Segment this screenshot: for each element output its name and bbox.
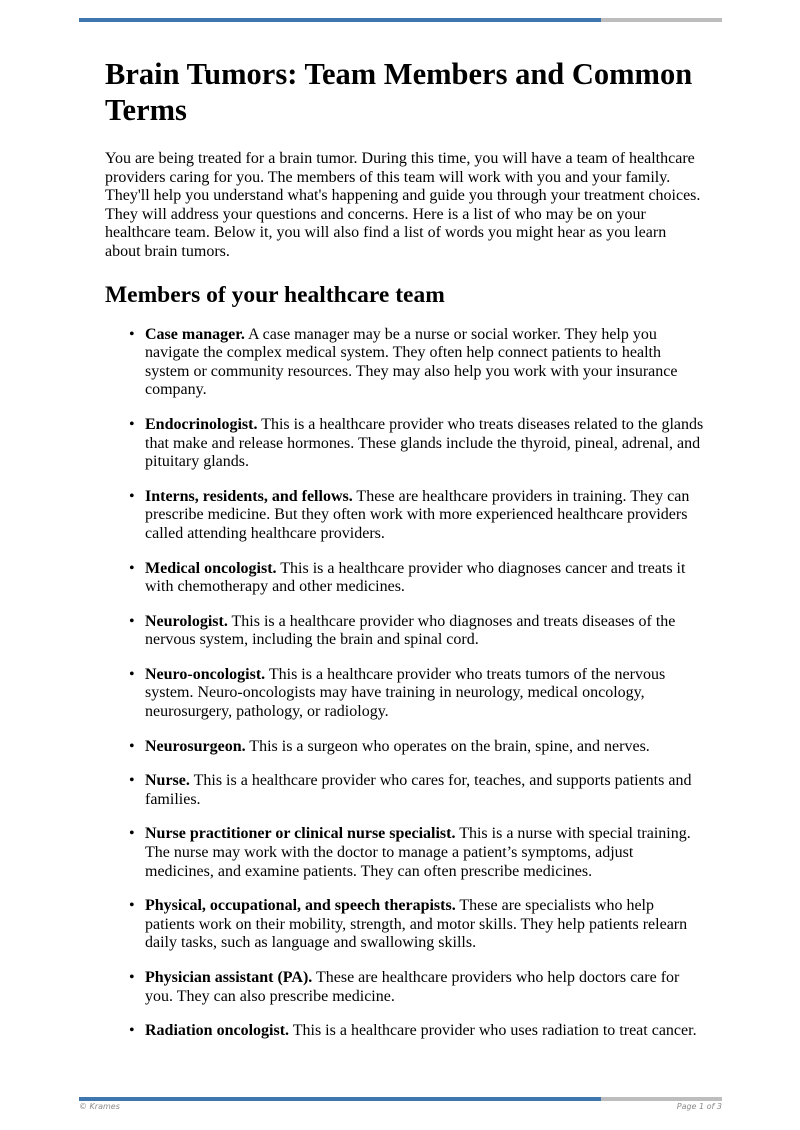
term-description: This is a healthcare provider who cares for, teaches, and supports patients and families. xyxy=(145,772,692,808)
list-item xyxy=(129,1022,705,1041)
term: Medical oncologist. xyxy=(145,559,277,577)
term: Neurologist. xyxy=(145,612,228,630)
document-body xyxy=(105,56,705,1057)
list-item xyxy=(129,737,705,757)
list-item xyxy=(129,415,705,472)
term-description: These are healthcare providers who help doctors care for you. They can also prescribe medicine. xyxy=(145,969,680,1005)
list-item xyxy=(129,612,705,650)
term: Neurosurgeon. xyxy=(145,737,246,755)
bullet-icon: • xyxy=(129,1022,135,1040)
list-item xyxy=(129,325,705,400)
list-item xyxy=(129,487,705,544)
bullet-icon: • xyxy=(129,612,135,630)
footer-rule-secondary xyxy=(601,1097,722,1101)
term: Physical, occupational, and speech therapists. xyxy=(145,897,456,915)
term: Nurse. xyxy=(145,772,190,790)
bullet-icon: • xyxy=(129,665,135,683)
term-description: This is a nurse with special training. The nurse may work with the doctor to manage a patient’s symptoms, adjust medicines, and examine patients. They can often prescribe medicines. xyxy=(145,825,691,880)
bullet-icon: • xyxy=(129,415,135,433)
bullet-icon: • xyxy=(129,897,135,915)
page-title: Brain Tumors: Team Members and Common Terms xyxy=(105,57,693,127)
header-rule xyxy=(79,18,722,22)
term-description: This is a healthcare provider who diagnoses cancer and treats it with chemotherapy and other medicines. xyxy=(145,559,686,596)
footer-rule-primary xyxy=(79,1097,601,1101)
page-indicator: Page 1 of 3 xyxy=(676,1102,722,1111)
term-description: This is a surgeon who operates on the brain, spine, and nerves. xyxy=(245,737,650,755)
list-item xyxy=(129,559,705,597)
term: Nurse practitioner or clinical nurse specialist. xyxy=(145,825,456,843)
section-heading: Members of your healthcare team xyxy=(105,281,445,308)
term-description: These are healthcare providers in training. They can prescribe medicine. But they often work with more experienced healthcare providers called attending healthcare providers. xyxy=(145,487,690,542)
footer-rule xyxy=(79,1097,722,1101)
bullet-icon: • xyxy=(129,737,135,755)
bullet-icon: • xyxy=(129,969,135,986)
list-item xyxy=(129,897,705,953)
term: Radiation oncologist. xyxy=(145,1022,290,1040)
intro-paragraph: You are being treated for a brain tumor. During this time, you will have a team of healthcare providers caring for you. The members of this team will work with you and your family. They'll help you understand what's happening and guide you through your treatment choices. They will address your questions and concerns. Here is a list of who may be on your healthcare team. Below it, you will also find a list of words you might hear as you learn about brain tumors. xyxy=(105,150,701,260)
header-rule-primary xyxy=(79,18,601,22)
term-description: This is a healthcare provider who treats tumors of the nervous system. Neuro-oncologists may have training in neurology, medical oncology, neurosurgery, pathology, or radiology. xyxy=(145,665,666,721)
team-members-list xyxy=(105,326,705,1041)
header-rule-secondary xyxy=(601,18,722,22)
bullet-icon: • xyxy=(129,772,135,790)
term-description: These are specialists who help patients work on their mobility, strength, and motor skills. They help patients relearn daily tasks, such as language and swallowing skills. xyxy=(145,897,688,952)
list-item xyxy=(129,772,705,809)
term: Endocrinologist. xyxy=(145,415,258,433)
bullet-icon: • xyxy=(129,325,135,343)
term-description: This is a healthcare provider who diagnoses and treats diseases of the nervous system, including the brain and spinal cord. xyxy=(145,612,676,649)
list-item xyxy=(129,825,705,881)
term-description: A case manager may be a nurse or social worker. They help you navigate the complex medical system. They often help connect patients to health system or community resources. They may also help you work with your insurance company. xyxy=(145,325,678,399)
list-item xyxy=(129,969,705,1006)
term: Neuro-oncologist. xyxy=(145,665,266,683)
term-description: This is a healthcare provider who uses radiation to treat cancer. xyxy=(289,1022,697,1040)
term: Case manager. xyxy=(145,325,245,343)
term-description: This is a healthcare provider who treats diseases related to the glands that make and release hormones. These glands include the thyroid, pineal, adrenal, and pituitary glands. xyxy=(145,415,704,471)
term: Interns, residents, and fellows. xyxy=(145,487,353,505)
bullet-icon: • xyxy=(129,559,135,577)
term: Physician assistant (PA). xyxy=(145,969,313,986)
bullet-icon: • xyxy=(129,825,135,843)
copyright-text: © Krames xyxy=(79,1102,120,1111)
bullet-icon: • xyxy=(129,487,135,505)
list-item xyxy=(129,665,705,722)
